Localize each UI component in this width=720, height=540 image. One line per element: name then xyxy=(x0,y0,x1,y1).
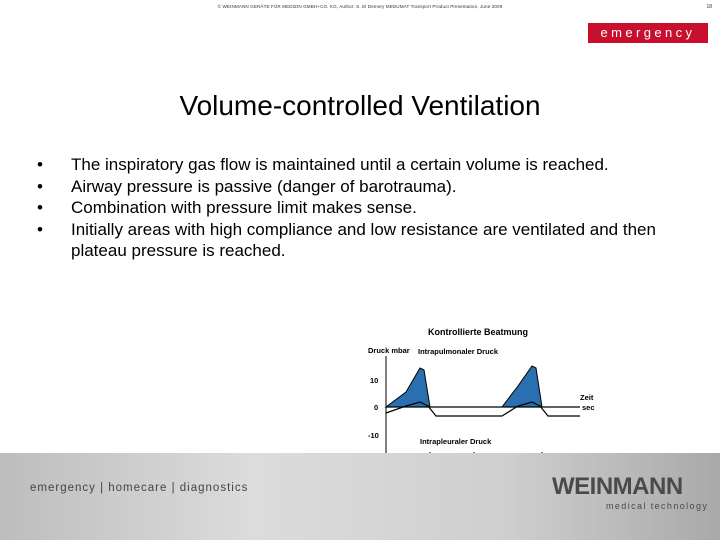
intrapleural-label: Intrapleuraler Druck xyxy=(420,437,492,446)
bullet-list xyxy=(34,154,694,262)
footer-tagline: emergency | homecare | diagnostics xyxy=(30,482,249,494)
intrapulmonary-label: Intrapulmonaler Druck xyxy=(418,347,499,356)
ventilation-diagram xyxy=(362,320,602,472)
bullet-item xyxy=(34,197,694,219)
bullet-icon: • xyxy=(37,219,43,239)
y-tick-0: 0 xyxy=(374,403,379,412)
y-tick-minus-10: -10 xyxy=(368,431,379,440)
weinmann-logo: WEINMANN xyxy=(552,473,683,500)
y-tick-10: 10 xyxy=(370,376,379,385)
bullet-text: Airway pressure is passive (danger of barotrauma). xyxy=(71,176,457,196)
bullet-icon: • xyxy=(37,155,43,174)
header-copyright: © WEINMANN GERÄTE FÜR MEDIZIN GMBH+CO. KG, Author: S. El Demery MEDUMAT Transport Product Presentation, June 2009 xyxy=(217,4,503,9)
time-label: Zeit xyxy=(580,393,594,402)
bullet-item xyxy=(34,219,694,262)
inspiration-area-1 xyxy=(386,368,430,407)
slide-title: Volume-controlled Ventilation xyxy=(179,90,541,121)
bullet-item xyxy=(34,176,694,198)
page-number: 18 xyxy=(706,4,712,10)
inspiration-area-2 xyxy=(502,366,542,407)
bullet-icon: • xyxy=(37,176,43,196)
diagram-title: Kontrollierte Beatmung xyxy=(428,327,529,337)
bullet-text: Combination with pressure limit makes sense. xyxy=(71,198,417,217)
logo-subtitle: medical technology xyxy=(606,501,709,511)
bullet-text: The inspiratory gas flow is maintained until a certain volume is reached. xyxy=(71,155,609,174)
emergency-badge: emergency xyxy=(588,23,708,43)
y-axis-label: Druck mbar xyxy=(368,346,410,355)
bullet-item xyxy=(34,154,694,176)
footer-bar xyxy=(0,453,720,540)
bullet-icon: • xyxy=(37,198,43,217)
time-unit: sec xyxy=(582,403,595,412)
bullet-text: Initially areas with high compliance and low resistance are ventilated and then plateau pressure is reached. xyxy=(71,219,656,260)
